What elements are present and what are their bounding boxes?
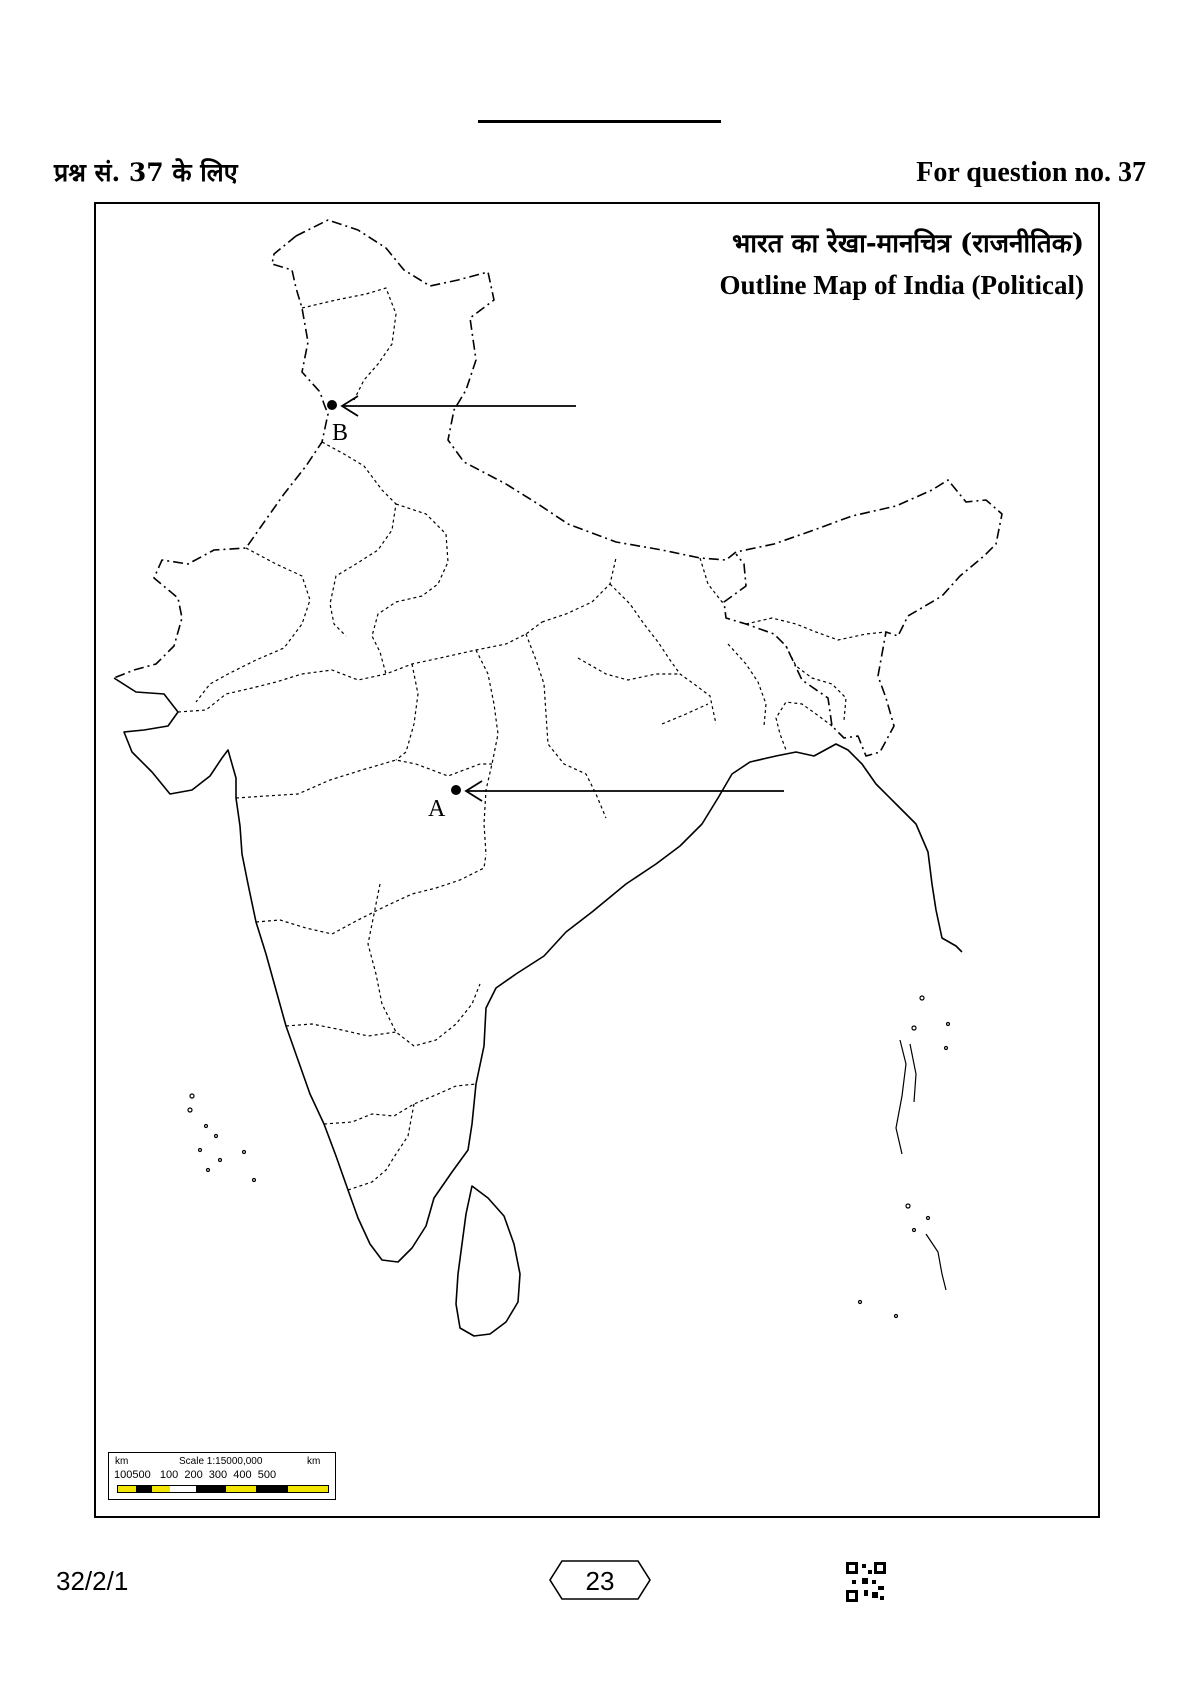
marker-b-dot: [327, 400, 337, 410]
map-frame: [94, 202, 1100, 1518]
qr-code-icon: [846, 1562, 886, 1602]
page-number: 23: [585, 1566, 615, 1596]
top-rule: [478, 120, 721, 123]
scale-km-left: km: [115, 1456, 129, 1467]
scale-ticks: 100500 100 200 300 400 500: [114, 1469, 277, 1481]
marker-a-label: A: [428, 796, 446, 822]
marker-b-label: B: [332, 420, 349, 446]
paper-code: 32/2/1: [56, 1566, 129, 1596]
scale-bar: [108, 1452, 336, 1500]
scale-km-right: km: [307, 1456, 321, 1467]
marker-a-dot: [451, 785, 461, 795]
map-title-hindi: भारत का रेखा-मानचित्र (राजनीतिक): [731, 229, 1084, 259]
question-label-english: For question no. 37: [916, 157, 1146, 188]
scale-title: Scale 1:15000,000: [179, 1456, 263, 1467]
map-title-english: Outline Map of India (Political): [719, 270, 1084, 300]
question-label-hindi: प्रश्न सं. 37 के लिए: [54, 158, 238, 187]
marker-b-group: [96, 204, 1098, 1516]
scale-bar-graphic: [117, 1485, 329, 1493]
